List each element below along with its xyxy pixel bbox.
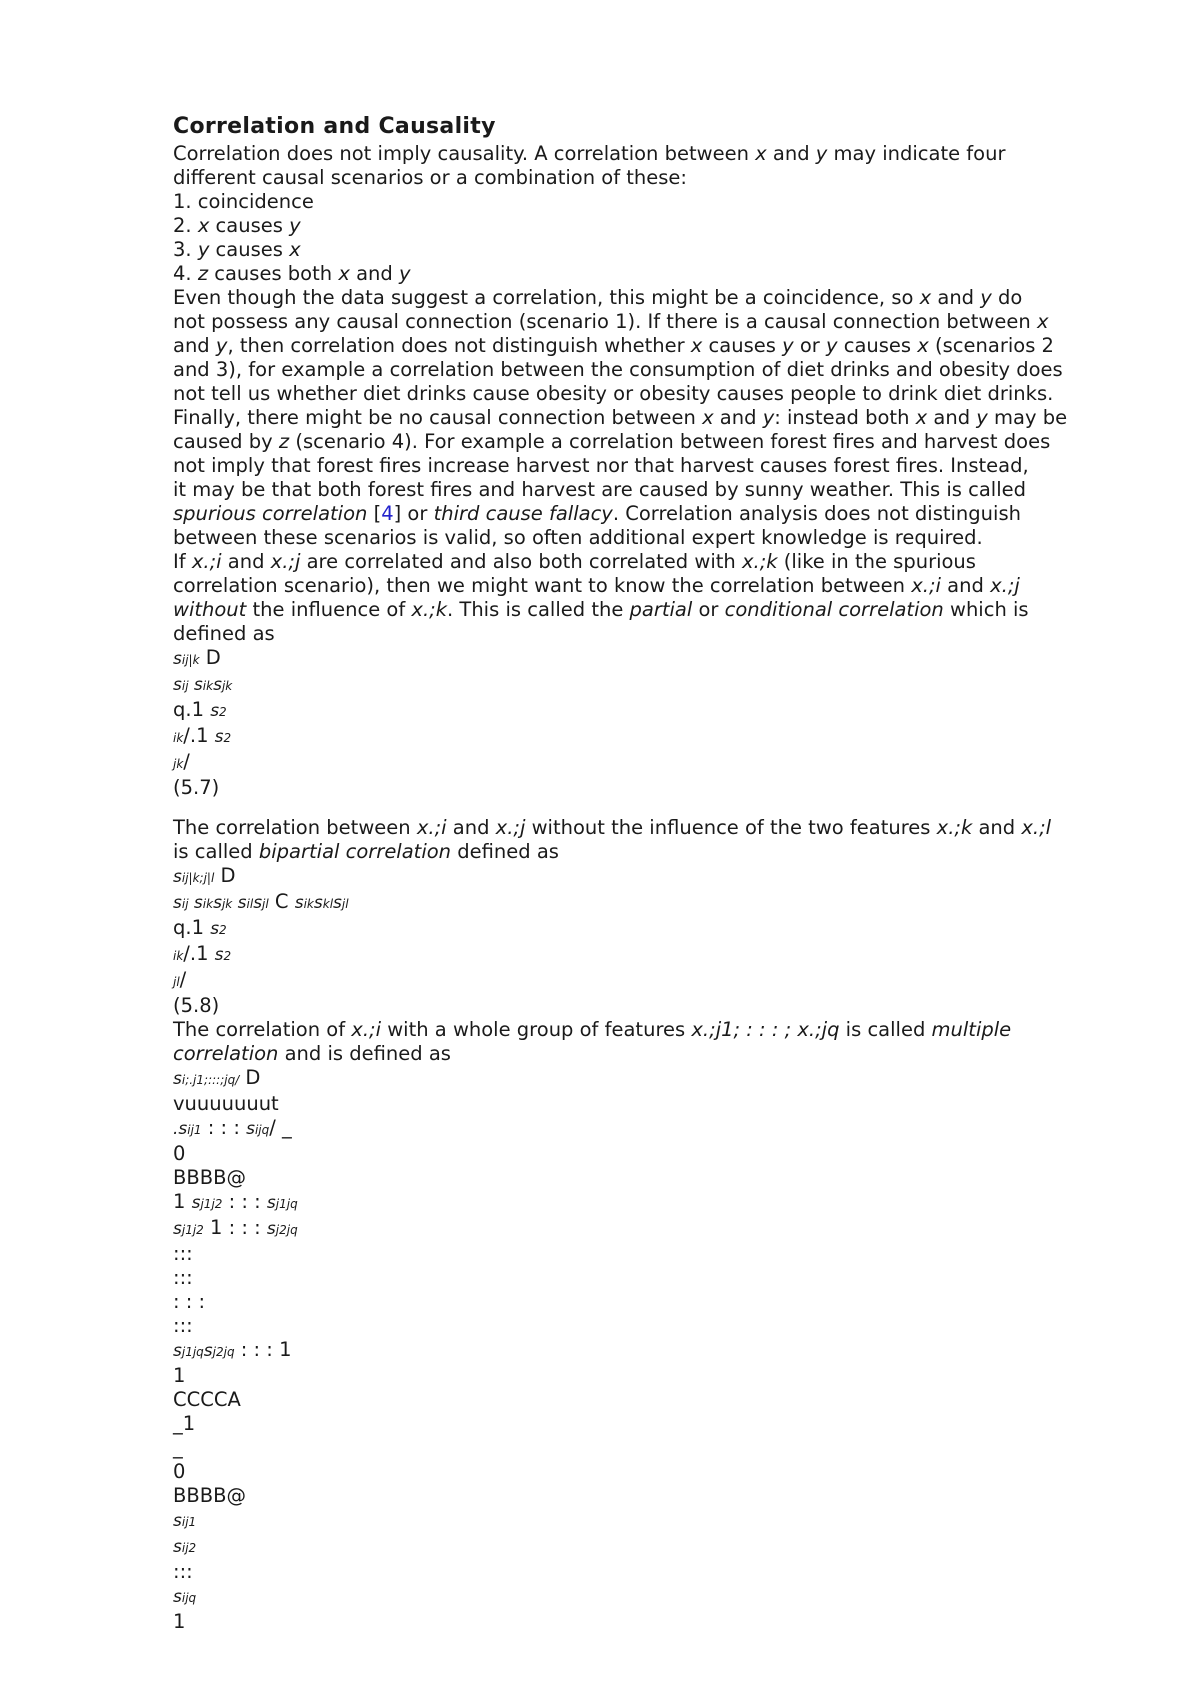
subscript-run: ij [181, 897, 189, 911]
text-line [173, 1460, 1133, 1484]
math-symbol: s [173, 893, 182, 913]
text-run: 4. [173, 262, 198, 285]
text-run: may indicate four [827, 142, 1006, 165]
text-line [173, 1610, 1133, 1634]
italic-run: x.;j [495, 816, 526, 839]
text-run: correlation scenario), then we might want to know the correlation between [173, 574, 912, 597]
spacer [173, 800, 1133, 816]
math-symbol: s [214, 727, 224, 747]
italic-run: y [215, 334, 228, 357]
text-run: 0 [173, 1460, 186, 1483]
italic-run: x [338, 262, 350, 285]
text-line [173, 262, 1133, 286]
subscript-run: ik [303, 897, 314, 911]
text-run: and [221, 550, 271, 573]
math-symbol: s [266, 1193, 276, 1213]
text-line [173, 646, 1133, 672]
math-symbol: s [213, 675, 222, 695]
math-symbol: s [188, 675, 203, 695]
subscript-run: ij1 [187, 1123, 202, 1137]
text-line [173, 672, 1133, 698]
italic-run: x.;k [936, 816, 973, 839]
italic-run: without [173, 598, 247, 621]
text-run: ::: [173, 1242, 193, 1265]
subscript-run: j1j2 [200, 1197, 223, 1211]
text-run: (scenarios 2 [928, 334, 1054, 357]
text-line [173, 526, 1133, 550]
math-symbol: s [333, 893, 342, 913]
text-run: : : : [222, 1190, 267, 1213]
text-run: : : : [173, 1290, 206, 1313]
text-run: the influence of [246, 598, 412, 621]
text-run: and is defined as [278, 1042, 451, 1065]
text-run: D [199, 646, 221, 669]
math-symbol: s [188, 893, 203, 913]
text-run: BBBB@ [173, 1166, 247, 1189]
text-run: (scenario 4). For example a correlation between forest fires and harvest does [289, 430, 1051, 453]
text-run: ::: [173, 1560, 193, 1583]
text-line [173, 478, 1133, 502]
text-line [173, 1412, 1133, 1436]
text-run: with a whole group of features [381, 1018, 692, 1041]
text-line [173, 750, 1133, 776]
text-run: ::: [173, 1266, 193, 1289]
text-run: and [446, 816, 496, 839]
text-line [173, 622, 1133, 646]
italic-run: y [289, 214, 301, 237]
math-symbol: s [294, 893, 304, 913]
text-line [173, 864, 1133, 890]
italic-run: x [1036, 310, 1049, 333]
text-line [173, 1216, 1133, 1242]
text-run: and [766, 142, 816, 165]
text-line [173, 406, 1133, 430]
text-run: causes [837, 334, 918, 357]
italic-run: y [197, 238, 210, 261]
text-line [173, 968, 1133, 994]
italic-run: x.;i [416, 816, 447, 839]
text-run: D [214, 864, 236, 887]
text-run: /.1 [183, 724, 215, 747]
italic-run: x.;j [270, 550, 301, 573]
math-symbol: s [173, 675, 182, 695]
text-line [173, 1290, 1133, 1314]
italic-run: z [278, 430, 290, 453]
text-line [173, 1338, 1133, 1364]
italic-run: z [197, 262, 209, 285]
text-line [173, 1484, 1133, 1508]
text-run: which is [943, 598, 1029, 621]
subscript-run: ij [181, 679, 189, 693]
text-run: not imply that forest fires increase harvest nor that harvest causes forest fires. Instead, [173, 454, 1029, 477]
text-run: 1. coincidence [173, 190, 314, 213]
subscript-run: ijq [254, 1123, 270, 1137]
text-run: 0 [173, 1142, 186, 1165]
text-run: and [931, 286, 981, 309]
text-run: D [239, 1066, 261, 1089]
text-run: : : : 1 [234, 1338, 292, 1361]
text-line [173, 430, 1133, 454]
text-line [173, 1560, 1133, 1584]
italic-run: spurious correlation [173, 502, 368, 525]
text-run: / _ [269, 1116, 292, 1139]
text-run: it may be that both forest fires and harvest are caused by sunny weather. This is called [173, 478, 1027, 501]
text-run: (5.7) [173, 776, 220, 799]
text-run: or [692, 598, 725, 621]
italic-run: y [762, 406, 775, 429]
text-run: The correlation of [173, 1018, 352, 1041]
citation-link[interactable]: 4 [381, 502, 394, 525]
text-run: q.1 [173, 916, 211, 939]
italic-run: x.;i [911, 574, 941, 597]
text-run: 1 [173, 1190, 192, 1213]
subscript-run: il [246, 897, 254, 911]
italic-run: x.;j [990, 574, 1020, 597]
math-symbol: s [213, 893, 222, 913]
subscript-run: j1jq [275, 1197, 298, 1211]
text-run: defined as [173, 622, 275, 645]
text-run: causes [702, 334, 783, 357]
text-line [173, 1166, 1133, 1190]
text-run: different causal scenarios or a combination of these: [173, 166, 687, 189]
italic-run: bipartial correlation [258, 840, 452, 863]
text-line [173, 574, 1133, 598]
text-run: and [927, 406, 977, 429]
text-line [173, 358, 1133, 382]
text-run: : instead both [774, 406, 916, 429]
text-run: ::: [173, 1314, 193, 1337]
text-line [173, 776, 1133, 800]
italic-run: x.;k [411, 598, 448, 621]
text-line [173, 942, 1133, 968]
italic-run: x [915, 406, 928, 429]
subscript-run: jk [221, 679, 233, 693]
italic-run: y [976, 406, 988, 429]
subscript-run: 2 [223, 731, 232, 745]
text-line [173, 1508, 1133, 1534]
document-body [173, 142, 1133, 1634]
subscript-run: jk [221, 897, 233, 911]
text-line [173, 286, 1133, 310]
subscript-run: j2jq [275, 1223, 298, 1237]
text-line [173, 1116, 1133, 1142]
text-run: Correlation does not imply causality. A correlation between [173, 142, 756, 165]
text-run: and [940, 574, 991, 597]
text-line [173, 1314, 1133, 1338]
text-run: BBBB@ [173, 1484, 247, 1507]
text-line [173, 1042, 1133, 1066]
text-run: The correlation between [173, 816, 417, 839]
text-run: vuuuuuuut [173, 1092, 279, 1115]
subscript-run: jl [262, 897, 269, 911]
text-run: between these scenarios is valid, so often additional expert knowledge is required. [173, 526, 983, 549]
text-run: _ [173, 1436, 183, 1459]
subscript-run: i;.j1;:::;jq/ [181, 1073, 240, 1087]
text-run: Finally, there might be no causal connection between [173, 406, 703, 429]
math-symbol: s [173, 1587, 182, 1607]
text-run: : : : [201, 1116, 247, 1139]
subscript-run: ij2 [181, 1541, 197, 1555]
text-run: not possess any causal connection (scenario 1). If there is a causal connection between [173, 310, 1037, 333]
math-symbol: s [173, 867, 182, 887]
subscript-run: ik [173, 949, 184, 963]
subscript-run: 2 [219, 705, 227, 719]
text-run: caused by [173, 430, 279, 453]
text-run: and [713, 406, 763, 429]
italic-run: x.;l [1021, 816, 1052, 839]
text-line [173, 698, 1133, 724]
text-line [173, 916, 1133, 942]
italic-run: x.;i [351, 1018, 382, 1041]
text-line [173, 238, 1133, 262]
text-line [173, 1142, 1133, 1166]
italic-run: x.;j1; : : : ; x.;jq [691, 1018, 840, 1041]
text-run: causes both [208, 262, 339, 285]
text-run: do [991, 286, 1023, 309]
text-line [173, 1092, 1133, 1116]
text-line [173, 1242, 1133, 1266]
text-line [173, 840, 1133, 864]
subscript-run: j1j2 [181, 1223, 204, 1237]
math-symbol: s [191, 1193, 201, 1213]
subscript-run: ik [202, 897, 214, 911]
math-symbol: s [173, 1069, 182, 1089]
text-run: (5.8) [173, 994, 220, 1017]
text-line [173, 1190, 1133, 1216]
text-run: without the influence of the two features [525, 816, 937, 839]
math-symbol: s [173, 1511, 182, 1531]
subscript-run: jl [173, 975, 180, 989]
italic-run: x [917, 334, 929, 357]
page-title: Correlation and Causality [173, 114, 496, 139]
math-symbol: .s [173, 1119, 188, 1139]
text-run: , then correlation does not distinguish whether [227, 334, 691, 357]
math-symbol: s [173, 649, 182, 669]
text-run: and [173, 334, 216, 357]
text-line [173, 166, 1133, 190]
text-run: and [972, 816, 1022, 839]
text-run: 2. [173, 214, 198, 237]
text-line [173, 382, 1133, 406]
text-run: C [268, 890, 295, 913]
text-line [173, 1388, 1133, 1412]
text-run: defined as [451, 840, 559, 863]
subscript-run: ik [202, 679, 214, 693]
italic-run: y [815, 142, 828, 165]
math-symbol: s [203, 1341, 213, 1361]
text-run: q.1 [173, 698, 211, 721]
text-line [173, 994, 1133, 1018]
math-symbol: s [173, 1341, 182, 1361]
italic-run: x [702, 406, 714, 429]
subscript-run: j1jq [181, 1345, 204, 1359]
text-run: is called [173, 840, 259, 863]
italic-run: y [398, 262, 411, 285]
math-symbol: s [173, 1219, 182, 1239]
text-line [173, 890, 1133, 916]
italic-run: conditional correlation [724, 598, 944, 621]
text-line [173, 816, 1133, 840]
text-line [173, 1436, 1133, 1460]
text-run: If [173, 550, 192, 573]
math-symbol: s [214, 945, 224, 965]
text-run: 3. [173, 238, 198, 261]
text-run: / [183, 750, 190, 773]
italic-run: y [782, 334, 794, 357]
subscript-run: ik [173, 731, 184, 745]
text-run: 1 : : : [203, 1216, 267, 1239]
math-symbol: s [210, 919, 220, 939]
page-content [173, 112, 1133, 1634]
subscript-run: jl [341, 897, 349, 911]
text-line [173, 142, 1133, 166]
text-run: (like in the spurious [777, 550, 976, 573]
text-run: / [179, 968, 187, 991]
text-run: or [793, 334, 826, 357]
text-line [173, 724, 1133, 750]
italic-run: y [826, 334, 838, 357]
text-run: and 3), for example a correlation between the consumption of diet drinks and obesity does [173, 358, 1063, 381]
text-line [173, 1266, 1133, 1290]
text-run: 1 [173, 1610, 186, 1633]
text-line [173, 214, 1133, 238]
text-line [173, 334, 1133, 358]
subscript-run: j2jq [212, 1345, 235, 1359]
math-symbol: s [210, 701, 220, 721]
text-run: Even though the data suggest a correlation, this might be a coincidence, so [173, 286, 920, 309]
math-symbol: s [232, 893, 247, 913]
text-line [173, 454, 1133, 478]
math-symbol: s [266, 1219, 276, 1239]
text-line [173, 1534, 1133, 1560]
italic-run: x [289, 238, 301, 261]
italic-run: x.;i [191, 550, 222, 573]
subscript-run: ij|k;j|l [181, 871, 215, 885]
text-run: . Correlation analysis does not distinguish [612, 502, 1021, 525]
text-run: may be [987, 406, 1068, 429]
text-run: /.1 [183, 942, 215, 965]
text-line [173, 550, 1133, 574]
text-run: and [349, 262, 399, 285]
math-symbol: s [173, 1537, 182, 1557]
italic-run: x [690, 334, 703, 357]
text-run: is called [839, 1018, 932, 1041]
text-run: not tell us whether diet drinks cause obesity or obesity causes people to drink diet drinks. [173, 382, 1054, 405]
text-line [173, 1066, 1133, 1092]
math-symbol: s [253, 893, 263, 913]
italic-run: x [197, 214, 210, 237]
italic-run: x [919, 286, 932, 309]
text-run: causes [209, 238, 290, 261]
subscript-run: ijq [181, 1591, 197, 1605]
text-line [173, 1018, 1133, 1042]
subscript-run: jk [173, 757, 184, 771]
math-symbol: s [313, 893, 323, 913]
text-line [173, 1364, 1133, 1388]
italic-run: third cause fallacy [433, 502, 613, 525]
text-run: CCCCA [173, 1388, 241, 1411]
text-run: 1 [173, 1364, 186, 1387]
subscript-run: kl [322, 897, 334, 911]
italic-run: x.;k [741, 550, 778, 573]
text-run: are correlated and also both correlated with [300, 550, 742, 573]
italic-run: y [980, 286, 992, 309]
italic-run: multiple [931, 1018, 1012, 1041]
text-line [173, 190, 1133, 214]
italic-run: x [755, 142, 767, 165]
subscript-run: ij|k [181, 653, 200, 667]
text-line [173, 598, 1133, 622]
text-line [173, 502, 1133, 526]
italic-run: partial [629, 598, 693, 621]
text-line [173, 1584, 1133, 1610]
subscript-run: 2 [219, 923, 227, 937]
subscript-run: ij1 [181, 1515, 197, 1529]
text-line [173, 310, 1133, 334]
math-symbol: s [246, 1119, 255, 1139]
italic-run: correlation [173, 1042, 279, 1065]
subscript-run: 2 [223, 949, 232, 963]
text-run: ] or [393, 502, 434, 525]
text-run: causes [209, 214, 290, 237]
text-run: . This is called the [447, 598, 630, 621]
text-run: [ [367, 502, 382, 525]
text-run: _1 [173, 1412, 196, 1435]
